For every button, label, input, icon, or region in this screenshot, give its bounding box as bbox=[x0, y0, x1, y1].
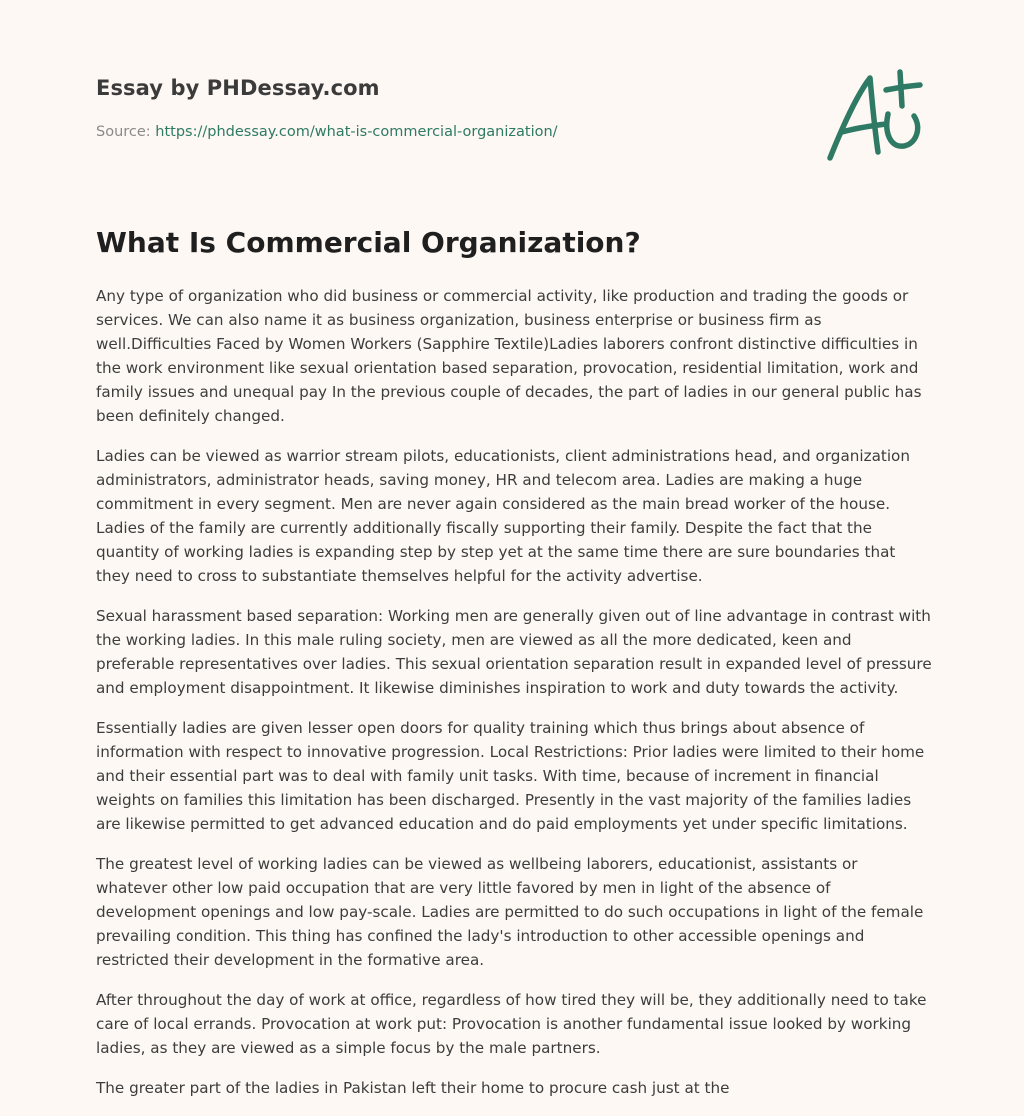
paragraph: The greater part of the ladies in Pakistan left their home to procure cash just at the bbox=[96, 1079, 730, 1097]
paragraph: After throughout the day of work at office, regardless of how tired they will be, they additionally need to take care of local errands. Provocation at work put: Provocation is another fundamental issue looked by working ladies, as they are viewed as a simple focus by the male partners. bbox=[96, 991, 927, 1057]
paragraph: The greatest level of working ladies can be viewed as wellbeing laborers, educationist, assistants or whatever other low paid occupation that are very little favored by men in light of the absence of development openings and low pay-scale. Ladies are permitted to do such occupations in light of the female prevailing condition. This thing has confined the lady's introduction to other accessible openings and restricted their development in the formative area. bbox=[96, 855, 924, 969]
source-link[interactable]: https://phdessay.com/what-is-commercial-organization/ bbox=[155, 124, 558, 140]
paragraph: Essentially ladies are given lesser open doors for quality training which thus brings about absence of information with respect to innovative progression. Local Restrictions: Prior ladies were limited to their home and their essential part was to deal with family unit tasks. With time, because of increment in financial weights on families this limitation has been discharged. Presently in the vast majority of the families ladies are likewise permitted to get advanced education and do paid employments yet under specific limitations. bbox=[96, 719, 925, 833]
a-plus-logo-icon bbox=[820, 66, 930, 166]
paragraph: Ladies can be viewed as warrior stream pilots, educationists, client administrations head, and organization administrators, administrator heads, saving money, HR and telecom area. Ladies are making a huge commitment in every segment. Men are never again considered as the main bread worker of the house. Ladies of the family are currently additionally fiscally supporting their family. Despite the fact that the quantity of working ladies is expanding step by step yet at the same time there are sure boundaries that they need to cross to substantiate themselves helpful for the activity advertise. bbox=[96, 447, 910, 585]
source-label: Source: bbox=[96, 124, 156, 140]
paragraph: Any type of organization who did business or commercial activity, like production and trading the goods or services. We can also name it as business organization, business enterprise or business firm as well.Difficulties Faced by Women Workers (Sapphire Textile)Ladies laborers confront distinctive difficulties in the work environment like sexual orientation based separation, provocation, residential limitation, work and family issues and unequal pay In the previous couple of decades, the part of ladies in our general public has been definitely changed. bbox=[96, 287, 922, 425]
essay-title: What Is Commercial Organization? bbox=[96, 226, 641, 259]
essay-body bbox=[96, 284, 932, 1116]
source-line bbox=[96, 124, 558, 140]
paragraph: Sexual harassment based separation: Working men are generally given out of line advantage in contrast with the working ladies. In this male ruling society, men are viewed as all the more dedicated, keen and preferable representatives over ladies. This sexual orientation separation result in expanded level of pressure and employment disappointment. It likewise diminishes inspiration to work and duty towards the activity. bbox=[96, 607, 932, 697]
site-brand: Essay by PHDessay.com bbox=[96, 76, 380, 100]
